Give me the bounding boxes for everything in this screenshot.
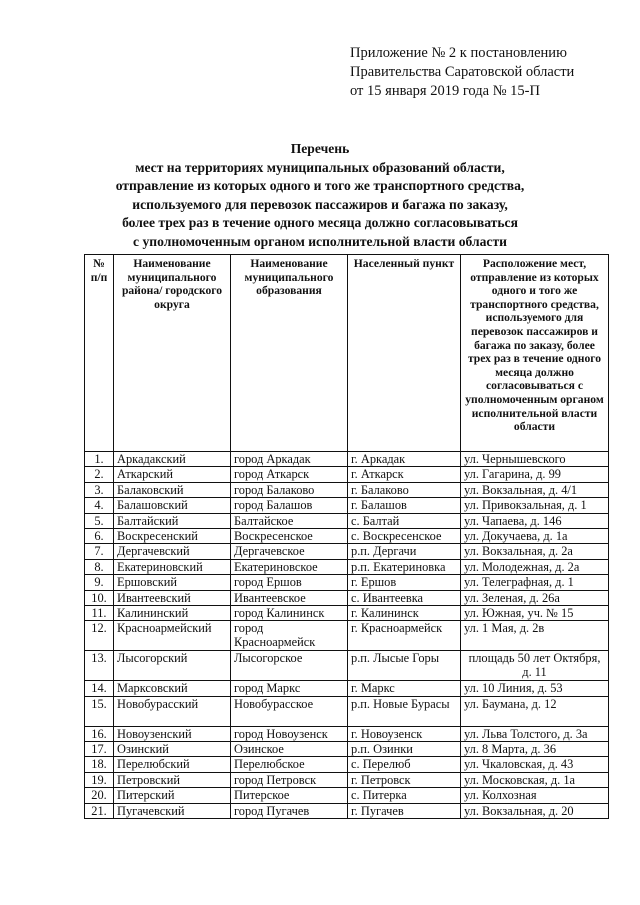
title-line: более трех раз в течение одного месяца должно согласовываться xyxy=(122,215,518,230)
cell-district: Озинский xyxy=(114,742,231,757)
cell-municipality: город Аткарск xyxy=(231,467,348,482)
cell-number: 4. xyxy=(85,498,114,513)
title-line: отправление из которых одного и того же транспортного средства, xyxy=(115,178,525,193)
title-line: используемого для перевозок пассажиров и багажа по заказу, xyxy=(132,196,508,212)
cell-district: Лысогорский xyxy=(114,651,231,681)
cell-municipality: город Петровск xyxy=(231,772,348,787)
cell-district: Калининский xyxy=(114,605,231,620)
table-body xyxy=(85,452,609,819)
cell-location: ул. Южная, уч. № 15 xyxy=(461,605,609,620)
cell-settlement: г. Ершов xyxy=(348,575,461,590)
cell-number: 2. xyxy=(85,467,114,482)
table-row xyxy=(85,621,609,651)
cell-settlement: с. Перелюб xyxy=(348,757,461,772)
locations-table xyxy=(84,254,609,819)
header-municipality: Наименование муниципального образования xyxy=(231,255,348,452)
cell-municipality: Лысогорское xyxy=(231,651,348,681)
cell-number: 21. xyxy=(85,803,114,818)
appendix-line: Приложение № 2 к постановлению xyxy=(350,45,567,61)
cell-district: Дергачевский xyxy=(114,544,231,559)
appendix-line: Правительства Саратовской области xyxy=(350,64,575,80)
cell-district: Питерский xyxy=(114,788,231,803)
cell-location: ул. 8 Марта, д. 36 xyxy=(461,742,609,757)
header-settlement: Населенный пункт xyxy=(348,255,461,452)
cell-municipality: Балтайское xyxy=(231,513,348,528)
table-header-row xyxy=(85,255,609,452)
table-row xyxy=(85,696,609,726)
cell-district: Ершовский xyxy=(114,575,231,590)
cell-settlement: с. Воскресенское xyxy=(348,528,461,543)
cell-number: 18. xyxy=(85,757,114,772)
table-row xyxy=(85,742,609,757)
cell-municipality: Екатериновское xyxy=(231,559,348,574)
cell-location: ул. Привокзальная, д. 1 xyxy=(461,498,609,513)
cell-settlement: г. Балашов xyxy=(348,498,461,513)
cell-municipality: Озинское xyxy=(231,742,348,757)
header-location: Расположение мест, отправление из которых одного и того же транспортного средства, используемого для перевозок пассажиров и багажа по заказу, более трех раз в течение одного месяца должно согласовываться с уполномоченным органом исполнительной власти области xyxy=(461,255,609,452)
title-line: мест на территориях муниципальных образований области, xyxy=(135,159,505,175)
cell-number: 11. xyxy=(85,605,114,620)
cell-settlement: с. Балтай xyxy=(348,513,461,528)
cell-settlement: р.п. Новые Бурасы xyxy=(348,696,461,726)
cell-municipality: город Маркс xyxy=(231,681,348,696)
cell-number: 20. xyxy=(85,788,114,803)
cell-number: 17. xyxy=(85,742,114,757)
title-line: Перечень xyxy=(290,141,350,156)
cell-municipality: город Калининск xyxy=(231,605,348,620)
table-row xyxy=(85,544,609,559)
cell-number: 10. xyxy=(85,590,114,605)
table-row xyxy=(85,803,609,818)
cell-location: ул. Чапаева, д. 146 xyxy=(461,513,609,528)
table-row xyxy=(85,681,609,696)
cell-number: 16. xyxy=(85,726,114,741)
cell-location: ул. 1 Мая, д. 2в xyxy=(461,621,609,651)
cell-number: 8. xyxy=(85,559,114,574)
cell-number: 3. xyxy=(85,482,114,497)
cell-location: ул. Вокзальная, д. 4/1 xyxy=(461,482,609,497)
cell-number: 15. xyxy=(85,696,114,726)
cell-municipality: Перелюбское xyxy=(231,757,348,772)
table-row xyxy=(85,788,609,803)
cell-number: 7. xyxy=(85,544,114,559)
cell-location: ул. Чкаловская, д. 43 xyxy=(461,757,609,772)
table-row xyxy=(85,726,609,741)
cell-municipality: город Красноармейск xyxy=(231,621,348,651)
cell-settlement: г. Калининск xyxy=(348,605,461,620)
table-row xyxy=(85,772,609,787)
title-line: с уполномоченным органом исполнительной власти области xyxy=(133,233,507,249)
table-row xyxy=(85,528,609,543)
cell-location: ул. Молодежная, д. 2а xyxy=(461,559,609,574)
table-row xyxy=(85,482,609,497)
table-row xyxy=(85,467,609,482)
cell-location: ул. Вокзальная, д. 2а xyxy=(461,544,609,559)
cell-district: Новобурасский xyxy=(114,696,231,726)
cell-municipality: Дергачевское xyxy=(231,544,348,559)
cell-settlement: г. Балаково xyxy=(348,482,461,497)
cell-settlement: г. Аркадак xyxy=(348,452,461,467)
cell-district: Красноармейский xyxy=(114,621,231,651)
cell-settlement: р.п. Екатериновка xyxy=(348,559,461,574)
cell-district: Екатериновский xyxy=(114,559,231,574)
cell-number: 14. xyxy=(85,681,114,696)
table-row xyxy=(85,498,609,513)
table-row xyxy=(85,559,609,574)
cell-location: ул. Чернышевского xyxy=(461,452,609,467)
cell-municipality: город Балаково xyxy=(231,482,348,497)
cell-settlement: с. Ивантеевка xyxy=(348,590,461,605)
cell-location: ул. Колхозная xyxy=(461,788,609,803)
cell-location: ул. Баумана, д. 12 xyxy=(461,696,609,726)
cell-district: Воскресенский xyxy=(114,528,231,543)
cell-municipality: Новобурасское xyxy=(231,696,348,726)
cell-municipality: Ивантеевское xyxy=(231,590,348,605)
table-row xyxy=(85,513,609,528)
cell-number: 6. xyxy=(85,528,114,543)
header-number: № п/п xyxy=(85,255,114,452)
table-row xyxy=(85,575,609,590)
cell-district: Аткарский xyxy=(114,467,231,482)
cell-number: 19. xyxy=(85,772,114,787)
appendix-line: от 15 января 2019 года № 15-П xyxy=(350,83,540,99)
cell-district: Аркадакский xyxy=(114,452,231,467)
cell-location: ул. Зеленая, д. 26а xyxy=(461,590,609,605)
cell-number: 9. xyxy=(85,575,114,590)
cell-location: ул. Докучаева, д. 1а xyxy=(461,528,609,543)
cell-district: Балаковский xyxy=(114,482,231,497)
table-row xyxy=(85,651,609,681)
header-district: Наименование муниципального района/ городского округа xyxy=(114,255,231,452)
cell-settlement: р.п. Лысые Горы xyxy=(348,651,461,681)
cell-settlement: с. Питерка xyxy=(348,788,461,803)
cell-settlement: г. Пугачев xyxy=(348,803,461,818)
cell-location: ул. Телеграфная, д. 1 xyxy=(461,575,609,590)
cell-settlement: г. Маркс xyxy=(348,681,461,696)
cell-district: Новоузенский xyxy=(114,726,231,741)
cell-location: ул. Льва Толстого, д. 3а xyxy=(461,726,609,741)
cell-location: ул. Московская, д. 1а xyxy=(461,772,609,787)
cell-district: Пугачевский xyxy=(114,803,231,818)
cell-settlement: р.п. Дергачи xyxy=(348,544,461,559)
cell-settlement: г. Аткарск xyxy=(348,467,461,482)
table-row xyxy=(85,452,609,467)
cell-municipality: Воскресенское xyxy=(231,528,348,543)
cell-number: 5. xyxy=(85,513,114,528)
cell-district: Марксовский xyxy=(114,681,231,696)
cell-number: 13. xyxy=(85,651,114,681)
appendix-header xyxy=(350,44,610,101)
cell-district: Петровский xyxy=(114,772,231,787)
cell-district: Ивантеевский xyxy=(114,590,231,605)
cell-number: 1. xyxy=(85,452,114,467)
cell-settlement: р.п. Озинки xyxy=(348,742,461,757)
cell-settlement: г. Новоузенск xyxy=(348,726,461,741)
cell-municipality: город Пугачев xyxy=(231,803,348,818)
cell-location: ул. Вокзальная, д. 20 xyxy=(461,803,609,818)
cell-district: Перелюбский xyxy=(114,757,231,772)
cell-municipality: Питерское xyxy=(231,788,348,803)
table-row xyxy=(85,605,609,620)
cell-municipality: город Ершов xyxy=(231,575,348,590)
cell-settlement: г. Петровск xyxy=(348,772,461,787)
document-title xyxy=(60,140,580,251)
cell-settlement: г. Красноармейск xyxy=(348,621,461,651)
cell-district: Балтайский xyxy=(114,513,231,528)
cell-municipality: город Балашов xyxy=(231,498,348,513)
table-row xyxy=(85,590,609,605)
table-row xyxy=(85,757,609,772)
cell-location: площадь 50 лет Октября, д. 11 xyxy=(461,651,609,681)
cell-municipality: город Аркадак xyxy=(231,452,348,467)
cell-municipality: город Новоузенск xyxy=(231,726,348,741)
cell-location: ул. 10 Линия, д. 53 xyxy=(461,681,609,696)
cell-number: 12. xyxy=(85,621,114,651)
cell-district: Балашовский xyxy=(114,498,231,513)
cell-location: ул. Гагарина, д. 99 xyxy=(461,467,609,482)
